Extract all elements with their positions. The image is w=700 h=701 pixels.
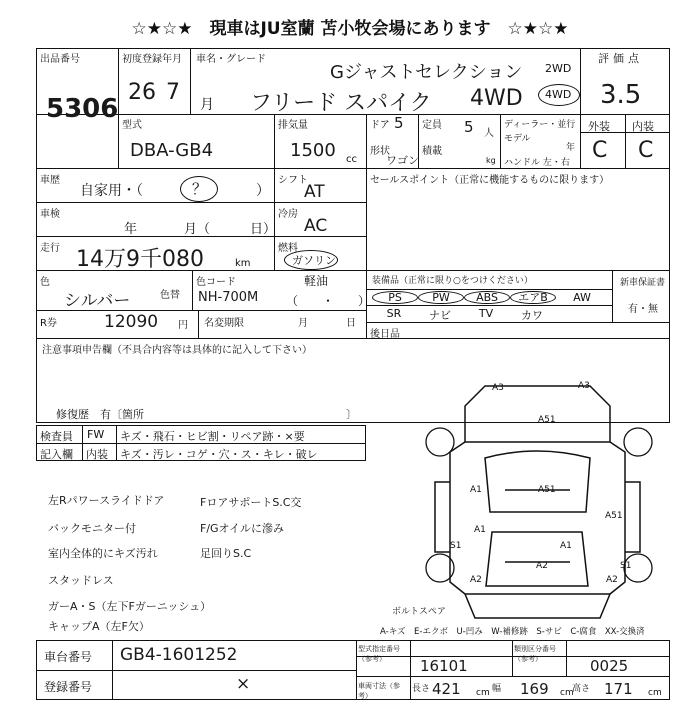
mileage-value: 14万9千080	[76, 247, 204, 272]
equip-item-row2-3: カワ	[521, 309, 543, 322]
color-code: NH-700M	[198, 290, 259, 305]
car-drive: 4WD	[470, 86, 523, 111]
recycle-value: 12090	[104, 312, 159, 332]
shape-label: 形状	[370, 146, 390, 157]
model-year-label: モデル	[504, 134, 531, 144]
ac-value: AC	[304, 216, 328, 236]
shift-label: シフト	[278, 175, 308, 186]
width-label: 幅	[492, 684, 502, 694]
equip-item-3: エアB	[510, 291, 556, 304]
model-label: 型式	[122, 120, 142, 131]
equip-item-2: ABS	[464, 291, 510, 304]
car-label: 車名・グレード	[196, 54, 266, 65]
equip-item-4: AW	[573, 291, 591, 304]
chassis-value: GB4-1601252	[120, 645, 238, 665]
expiry-label: 名変期限	[204, 318, 244, 329]
recycle-label: R券	[40, 318, 57, 329]
equip-item-0: PS	[372, 291, 418, 304]
diagram-mark-6: A1	[474, 525, 486, 535]
inspector-row1-head: FW	[87, 428, 105, 441]
car-damage-diagram	[392, 372, 680, 638]
length-label: 長さ	[412, 684, 431, 694]
color-change-label: 色替	[160, 290, 180, 301]
score-value: 3.5	[600, 80, 642, 110]
mileage-unit: km	[235, 258, 251, 269]
displacement-value: 1500	[290, 140, 336, 161]
warranty-value: 有・無	[628, 304, 658, 315]
history-close: ）	[256, 183, 270, 199]
shape-value: ワゴン	[386, 154, 419, 167]
fuel-gasoline: ガソリン	[292, 254, 336, 267]
registration-value: ×	[236, 674, 251, 694]
width-value: 169	[520, 680, 549, 698]
color-paren: （ ・ ）	[286, 294, 371, 308]
lot-number: 5306	[46, 94, 119, 124]
inspection-day: 日）	[250, 222, 277, 237]
height-value: 171	[604, 680, 633, 698]
reg-month-unit: 月	[200, 97, 214, 113]
diagram-mark-7: A1	[560, 541, 572, 551]
diagram-mark-8: S1	[450, 541, 462, 551]
score-ext: C	[592, 138, 608, 163]
notice-label: 注意事項申告欄（不具合内容等は具体的に記入して下さい）	[42, 345, 312, 356]
height-label: 高さ	[572, 684, 591, 694]
recycle-unit: 円	[178, 320, 188, 331]
dims-label: 車両寸法（参考）	[358, 682, 400, 700]
dealer-label: ディーラー・並行	[504, 120, 576, 130]
color-value: シルバー	[64, 291, 131, 311]
equipment-label: 装備品（正常に限り○をつけください）	[372, 276, 533, 286]
reg-year: 26	[128, 80, 156, 105]
equip-item-row2-2: TV	[478, 307, 494, 320]
ext-label: 外装	[588, 120, 610, 133]
expiry-month: 月	[298, 318, 308, 329]
car-name: フリード スパイク	[250, 91, 432, 116]
inspector-label-1: 検査員	[40, 430, 73, 443]
score-label: 評価点	[598, 52, 643, 65]
diagram-mark-1: A3	[578, 381, 590, 391]
fuel-label: 燃料	[278, 243, 298, 254]
handle-label: ハンドル 左・右	[504, 158, 570, 168]
fuel-diesel: 軽油	[304, 274, 329, 288]
inspector-row2: キズ・汚レ・コゲ・穴・ス・キレ・破レ	[120, 448, 318, 461]
inspection-month: 月（	[184, 222, 211, 237]
load-unit: kg	[486, 156, 496, 165]
int-label: 内装	[632, 120, 654, 133]
warranty-label: 新車保証書	[620, 278, 666, 288]
model-value: DBA-GB4	[130, 140, 214, 161]
capacity-value: 5	[464, 118, 474, 136]
mileage-label: 走行	[40, 243, 60, 254]
ac-label: 冷房	[278, 209, 298, 220]
width-unit: cm	[560, 688, 574, 698]
note-left-2: 室内全体的にキズ汚れ	[48, 547, 158, 560]
banner: ☆★☆★ 現車はJU室蘭 苫小牧会場にあります ☆★☆★	[131, 19, 569, 39]
note-right-1: F/Gオイルに滲み	[200, 522, 285, 535]
diagram-mark-0: A3	[492, 383, 504, 393]
inspector-row1: キズ・飛石・ヒビ割・リペア跡・×要	[120, 430, 305, 443]
diagram-mark-10: A2	[470, 575, 482, 585]
category-label: 類別区分番号（参考）	[514, 645, 556, 663]
color-label: 色	[40, 277, 50, 288]
displacement-unit: cc	[346, 154, 357, 165]
displacement-label: 排気量	[278, 120, 308, 131]
history-mark: ？	[192, 180, 208, 198]
diagram-mark-11: A2	[606, 575, 618, 585]
sales-label: セールスポイント（正常に機能するものに限ります）	[370, 175, 610, 186]
diagram-mark-2: A51	[538, 415, 556, 425]
diagram-mark-5: A51	[605, 511, 623, 521]
equip-item-row2-1: ナビ	[429, 309, 451, 322]
diagram-note: ボルトスペア	[392, 607, 446, 617]
chassis-label: 車台番号	[44, 650, 93, 664]
doors-value: 5	[394, 114, 404, 132]
load-label: 積載	[422, 146, 442, 157]
diagram-mark-12: S1	[620, 561, 632, 571]
reg-label: 初度登録年月	[122, 54, 182, 65]
rear-seat-label: 後日品	[370, 329, 400, 340]
inspector-label-2: 記入欄	[40, 448, 73, 461]
shift-value: AT	[304, 182, 325, 202]
inspection-year: 年	[124, 222, 138, 237]
designation-label: 型式指定番号（参考）	[358, 645, 400, 663]
note-right-0: FロアサポートS.C交	[200, 496, 302, 509]
drive-4wd: 4WD	[545, 88, 572, 101]
capacity-unit: 人	[484, 128, 494, 139]
length-value: 421	[432, 680, 461, 698]
height-unit: cm	[648, 688, 662, 698]
capacity-label: 定員	[422, 120, 442, 131]
equip-item-1: PW	[418, 291, 464, 304]
expiry-day: 日	[346, 318, 356, 329]
note-left-1: バックモニター付	[48, 522, 136, 535]
diagram-mark-9: A2	[536, 561, 548, 571]
category-value: 0025	[590, 657, 629, 675]
note-right-2: 足回りS.C	[200, 547, 252, 560]
reg-month: 7	[166, 80, 180, 105]
equip-item-row2-0: SR	[386, 307, 402, 320]
repair-label: 修復歴 有〔箇所	[56, 408, 144, 421]
color-code-label: 色コード	[196, 277, 236, 288]
drive-2wd: 2WD	[545, 62, 572, 75]
doors-label: ドア	[370, 120, 390, 131]
note-left-5: キャップA（左F欠）	[48, 620, 150, 633]
score-int: C	[638, 138, 654, 163]
car-grade: Gジャストセレクション	[330, 62, 523, 83]
designation-value: 16101	[420, 657, 468, 675]
diagram-mark-4: A1	[470, 485, 482, 495]
registration-label: 登録番号	[44, 680, 93, 694]
lot-label: 出品番号	[40, 54, 80, 65]
length-unit: cm	[476, 688, 490, 698]
history-value: 自家用・（	[80, 183, 143, 199]
repair-close: 〕	[346, 408, 357, 421]
note-left-3: スタッドレス	[48, 574, 114, 587]
diagram-mark-3: A51	[538, 485, 556, 495]
inspection-label: 車検	[40, 209, 60, 220]
note-left-4: ガーA・S（左下Fガーニッシュ）	[48, 600, 212, 613]
note-left-0: 左Rパワースライドドア	[48, 494, 165, 507]
history-label: 車歴	[40, 175, 60, 186]
inspector-row2-head: 内装	[86, 448, 108, 461]
year-label: 年	[566, 143, 576, 153]
legend: A-キズ E-エクボ U-凹み W-補修跡 S-サビ C-腐食 XX-交換済	[380, 627, 645, 637]
